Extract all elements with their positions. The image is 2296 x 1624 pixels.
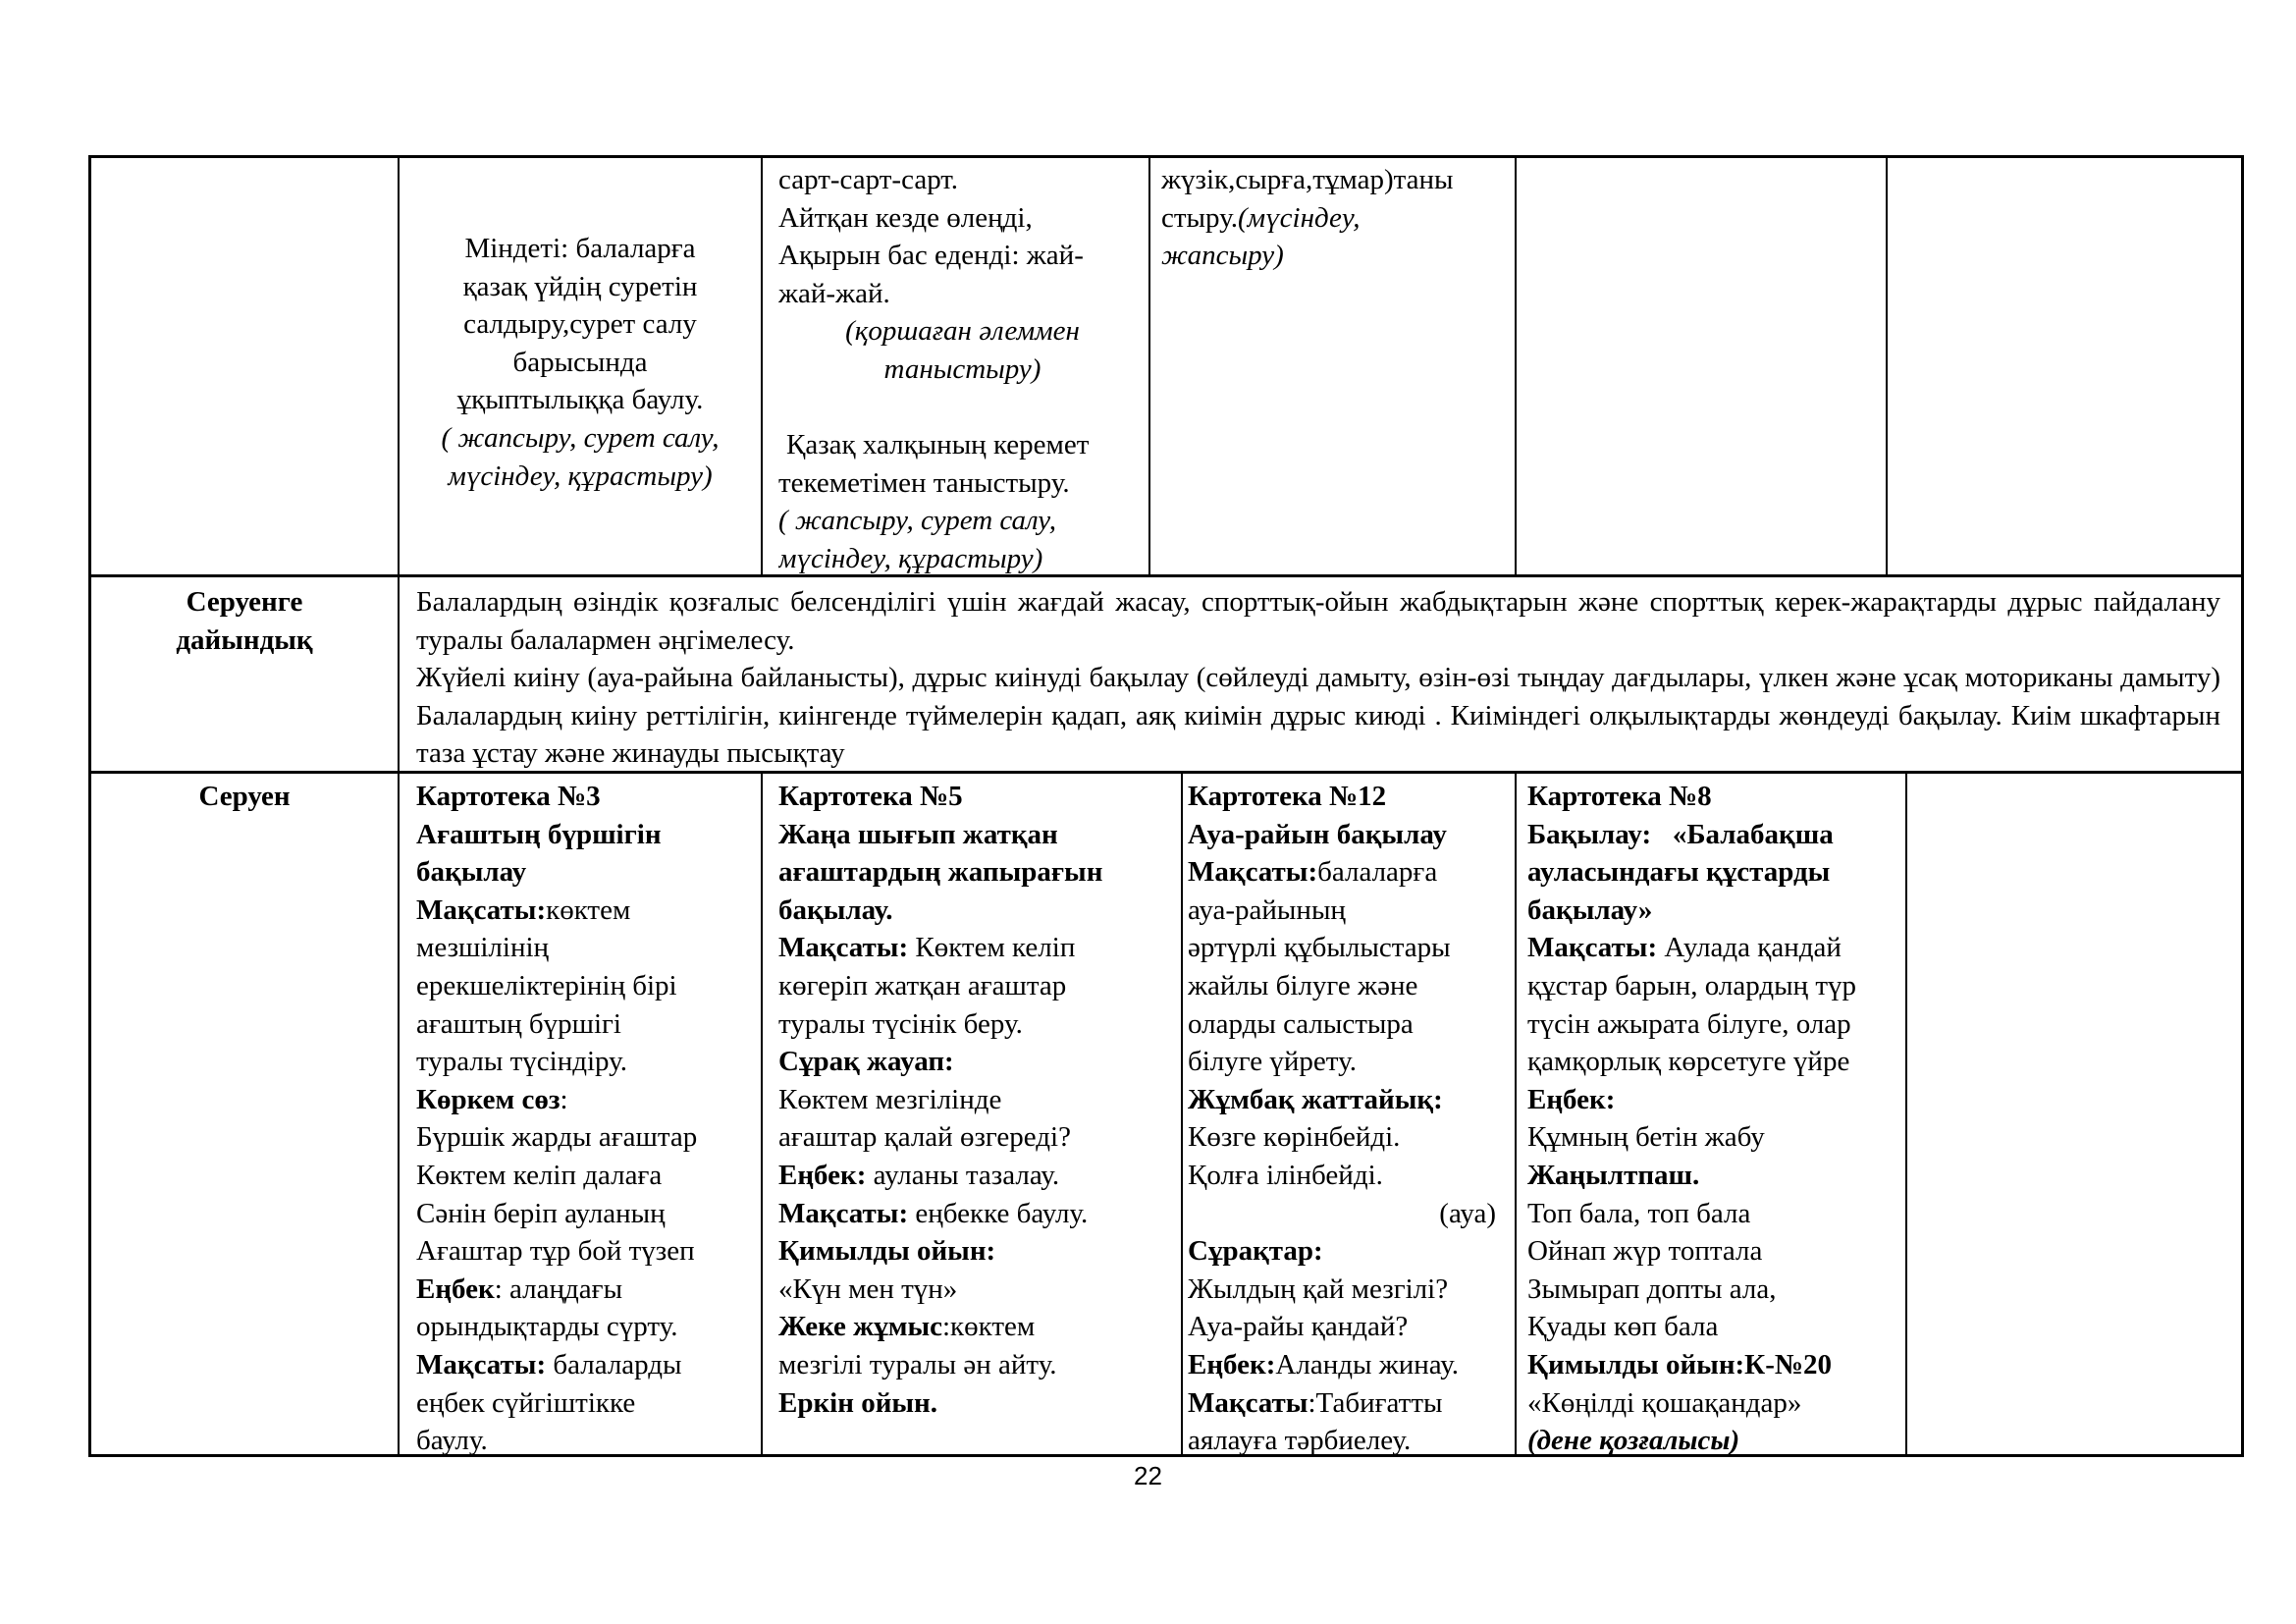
row-divider (88, 574, 2244, 577)
topic-line: жүзік,сырға,тұмар)таны (1161, 164, 1454, 195)
walk-card-3 (416, 778, 760, 1460)
task-line: салдыру,сурет салу (463, 308, 697, 341)
work-text: Құмның бетін жабу (1527, 1121, 1765, 1154)
task-line: Міндеті: балаларға (464, 233, 696, 264)
individual-work-text: :көктем (941, 1311, 1036, 1343)
work-label: Еңбек: (1188, 1348, 1276, 1380)
observation-title: бақылау (416, 856, 527, 889)
tongue-twister-label: Жаңылтпаш. (1527, 1159, 1700, 1191)
goal-text: еңбекке баулу. (908, 1197, 1089, 1229)
qa-text: ағаштар қалай өзгереді? (778, 1121, 1071, 1154)
row1-task-cell (402, 230, 758, 495)
goal-label: Мақсаты: (416, 893, 547, 926)
poem-line: сарт-сарт-сарт. (778, 164, 959, 195)
goal-text: аялауға тәрбиелеу. (1188, 1425, 1412, 1457)
col-divider (398, 155, 400, 1457)
riddle-answer: (ауа) (1439, 1197, 1496, 1229)
riddle-label: Жұмбақ жаттайық: (1188, 1083, 1443, 1115)
walk-card-8 (1527, 778, 1904, 1460)
poem-line: Ағаштар тұр бой түзеп (416, 1235, 695, 1268)
work-text: ауланы тазалау. (866, 1159, 1060, 1191)
task-note: ( жапсыру, сурет салу, (441, 421, 720, 454)
card-number: Картотека №5 (778, 781, 963, 812)
card-number: Картотека №8 (1527, 781, 1712, 812)
goal-text: балаларды (546, 1348, 682, 1380)
card-number: Картотека №12 (1188, 781, 1387, 812)
game-label: Қимылды ойын:К-№20 (1527, 1348, 1833, 1380)
free-play: Еркін ойын. (778, 1386, 938, 1419)
col-divider (1515, 773, 1517, 1457)
goal-text: оларды салыстыра (1188, 1007, 1414, 1040)
walk-card-5 (778, 778, 1179, 1422)
walk-prep-title (91, 583, 398, 659)
tongue-twister-line: Ойнап жүр топтала (1527, 1235, 1763, 1268)
goal-text: көгеріп жатқан ағаштар (778, 969, 1067, 1001)
task-note: мүсіндеу, құрастыру) (448, 460, 713, 492)
poem-line: Көктем келіп далаға (416, 1159, 663, 1191)
walk-card-12 (1188, 778, 1514, 1460)
walk-title (91, 778, 398, 816)
topic-note: жапсыру) (1161, 240, 1284, 272)
individual-work-label: Жеке жұмыс (778, 1311, 942, 1343)
question-text: Жылдың қай мезгілі? (1188, 1272, 1449, 1305)
task-line: ұқыптылыққа баулу. (456, 384, 704, 416)
observation-title: ағаштардың жапырағын (778, 856, 1103, 889)
task-line: қазақ үйдің суретін (462, 270, 698, 302)
individual-work-text: мезгілі туралы ән айту. (778, 1348, 1057, 1380)
topic-note: (мүсіндеу, (1238, 201, 1361, 234)
col-divider (1148, 155, 1150, 576)
goal-text: ерекшеліктерінің бірі (416, 969, 677, 1001)
col-divider (761, 773, 763, 1457)
col-divider (761, 155, 763, 576)
question-text: Ауа-райы қандай? (1188, 1311, 1409, 1343)
questions-label: Сұрақтар: (1188, 1235, 1323, 1268)
observation-title: ауласындағы құстарды (1527, 856, 1831, 889)
goal-label: Мақсаты: (1527, 932, 1658, 964)
goal-text: баулу. (416, 1425, 488, 1457)
walk-prep-paragraph: Балалардың өзіндік қозғалыс белсенділігі үшін жағдай жасау, спорттық-ойын жабдықтарын және спорттық керек-жарақтарды дұрыс пайдалану туралы балалармен әңгімелесу. (416, 586, 2220, 656)
tongue-twister-line: Қуады көп бала (1527, 1311, 1719, 1343)
poem-line: Сәнін беріп ауланың (416, 1197, 666, 1229)
observation-title: бақылау. (778, 893, 893, 926)
observation-title: Бақылау: «Балабақша (1527, 818, 1834, 850)
art-label: Көркем сөз (416, 1083, 561, 1115)
game-text: «Көңілді қошақандар» (1527, 1386, 1802, 1419)
spacer (778, 389, 1147, 427)
observation-title: Жаңа шығып жатқан (778, 818, 1058, 850)
work-label: Еңбек: (1527, 1083, 1616, 1115)
observation-title: бақылау» (1527, 893, 1653, 926)
goal-label: Мақсаты: (778, 932, 909, 964)
riddle-text: Көзге көрінбейді. (1188, 1121, 1401, 1154)
goal-text: әртүрлі құбылыстары (1188, 932, 1451, 964)
row1-poem-cell (778, 161, 1147, 578)
col-divider (1905, 773, 1907, 1457)
card-number: Картотека №3 (416, 781, 601, 812)
goal-text: :Табиғатты (1308, 1386, 1443, 1419)
poem-line: Ақырын бас еденді: жай- (778, 240, 1084, 272)
goal-text: балаларға (1317, 856, 1438, 889)
poem-note: ( жапсыру, сурет салу, (778, 505, 1056, 537)
col-divider (1886, 155, 1888, 576)
walk-prep-title-line: дайындық (176, 623, 313, 656)
goal-text: мезшілінің (416, 932, 550, 964)
row1-topic-cell (1161, 161, 1515, 275)
poem-note: таныстыру) (883, 352, 1041, 385)
goal-text: қамқорлық көрсетуге үйре (1527, 1046, 1850, 1078)
poem-line: Бүршік жарды ағаштар (416, 1121, 698, 1154)
walk-title-text: Серуен (198, 781, 291, 812)
poem-line: Қазақ халқының керемет (786, 429, 1090, 461)
walk-prep-title-line: Серуенге (186, 586, 303, 618)
col-divider (1515, 155, 1517, 576)
art-colon: : (560, 1083, 568, 1115)
goal-text: туралы түсінік беру. (778, 1007, 1023, 1040)
work-label: Еңбек (416, 1272, 495, 1305)
goal-text: түсін ажырата білуге, олар (1527, 1007, 1851, 1040)
game-text: «Күн мен түн» (778, 1272, 958, 1305)
goal-text: құстар барын, олардың түр (1527, 969, 1857, 1001)
tongue-twister-line: Зымырап допты ала, (1527, 1272, 1777, 1305)
work-text: орындықтарды сүрту. (416, 1311, 678, 1343)
tongue-twister-line: Топ бала, топ бала (1527, 1197, 1751, 1229)
goal-text: туралы түсіндіру. (416, 1046, 628, 1078)
riddle-text: Қолға ілінбейді. (1188, 1159, 1383, 1191)
col-divider (1181, 773, 1183, 1457)
work-text: Аланды жинау. (1275, 1348, 1460, 1380)
qa-label: Сұрақ жауап: (778, 1046, 954, 1078)
goal-label: Мақсаты: (778, 1197, 909, 1229)
observation-title: Ауа-райын бақылау (1188, 818, 1447, 850)
poem-note: (қоршаған әлеммен (845, 315, 1080, 348)
goal-label: Мақсаты: (416, 1348, 547, 1380)
goal-text: білуге үйрету. (1188, 1046, 1357, 1078)
topic-line (1161, 199, 1515, 238)
goal-text: еңбек сүйгіштікке (416, 1386, 636, 1419)
page-number: 22 (1134, 1461, 1162, 1490)
qa-text: Көктем мезгілінде (778, 1083, 1002, 1115)
poem-line: жай-жай. (778, 277, 890, 309)
goal-text: Көктем келіп (908, 932, 1076, 964)
goal-label: Мақсаты (1188, 1386, 1308, 1419)
game-note: (дене қозғалысы) (1527, 1425, 1740, 1457)
goal-text: ағаштың бүршігі (416, 1007, 621, 1040)
poem-note: мүсіндеу, құрастыру) (778, 542, 1043, 574)
work-text: : алаңдағы (494, 1272, 623, 1305)
goal-text: ауа-райының (1188, 893, 1346, 926)
goal-text: көктем (546, 893, 631, 926)
topic-text: стыру. (1161, 201, 1238, 234)
work-label: Еңбек: (778, 1159, 867, 1191)
game-label: Қимылды ойын: (778, 1235, 996, 1268)
walk-prep-text (416, 583, 2220, 773)
task-line: барысында (512, 346, 648, 378)
goal-label: Мақсаты: (1188, 856, 1318, 889)
poem-line: текеметімен таныстыру. (778, 466, 1070, 499)
goal-text: жайлы білуге және (1188, 969, 1418, 1001)
observation-title: Ағаштың бүршігін (416, 818, 662, 850)
walk-prep-paragraph: Жүйелі киіну (ауа-райына байланысты), дұрыс киінуді бақылау (сөйлеуді дамыту, өзін-өзі тыңдау дағдылары, үлкен және ұсақ моториканы дамыту) Балалардың киіну реттілігін, киінгенде түймелерін қадап, аяқ киімін дұрыс киюді . Киіміндегі олқылықтарды жөндеуді бақылау. Киім шкафтарын таза ұстау және жинауды пысықтау (416, 662, 2220, 770)
poem-line: Айтқан кезде өлеңді, (778, 201, 1033, 234)
goal-text: Аулада қандай (1657, 932, 1842, 964)
